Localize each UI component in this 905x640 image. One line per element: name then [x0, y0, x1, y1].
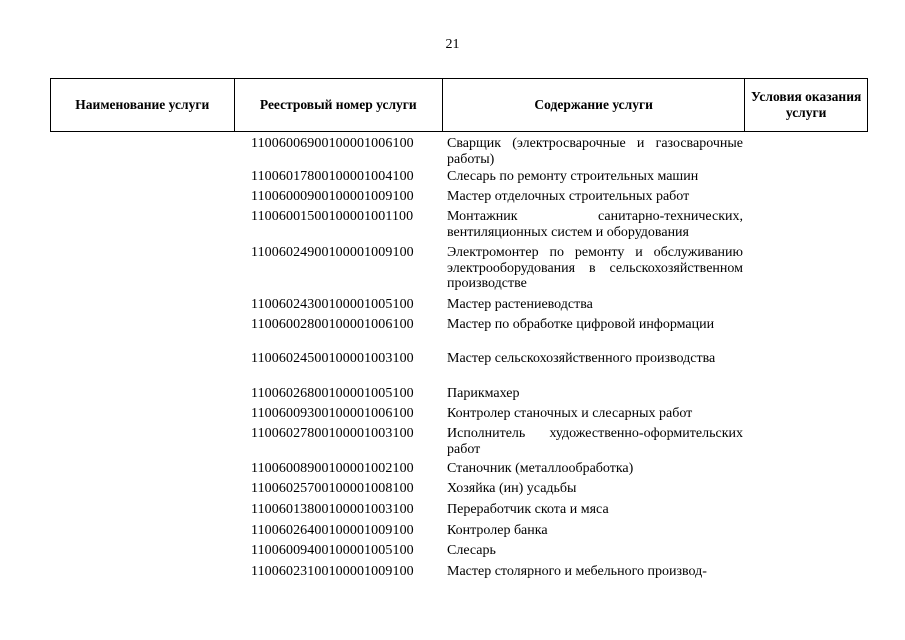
registry-number: 11006025700100001008100	[251, 481, 414, 496]
service-content: Электромонтер по ремонту и обслуживанию электрооборудования в сельскохозяйственном производстве	[447, 245, 743, 291]
service-content: Слесарь	[447, 543, 496, 558]
table-row	[0, 406, 905, 426]
registry-number: 11006006900100001006100	[251, 136, 414, 151]
registry-number: 11006002800100001006100	[251, 317, 414, 332]
table-row	[0, 426, 905, 461]
table-header	[50, 78, 868, 132]
table-row	[0, 543, 905, 564]
table-row	[0, 169, 905, 189]
service-content: Станочник (металлообработка)	[447, 461, 634, 476]
table-row	[0, 564, 905, 584]
service-content: Парикмахер	[447, 386, 520, 401]
header-service-conditions: Условия оказания услуги	[750, 88, 862, 120]
registry-number: 11006023100100001009100	[251, 564, 414, 579]
table-row	[0, 523, 905, 543]
service-content: Монтажник санитарно-технических, вентиляционных систем и оборудования	[447, 209, 743, 240]
registry-number: 11006026800100001005100	[251, 386, 414, 401]
header-service-content: Содержание услуги	[443, 79, 745, 131]
table-row	[0, 317, 905, 351]
service-content: Мастер отделочных строительных работ	[447, 189, 690, 204]
registry-number: 11006008900100001002100	[251, 461, 414, 476]
table-row	[0, 386, 905, 406]
registry-number: 11006001500100001001100	[251, 209, 414, 224]
registry-number: 11006026400100001009100	[251, 523, 414, 538]
service-content: Контролер банка	[447, 523, 548, 538]
table-row	[0, 136, 905, 169]
registry-number: 11006009400100001005100	[251, 543, 414, 558]
registry-number: 11006009300100001006100	[251, 406, 414, 421]
service-content: Мастер сельскохозяйственного производства	[447, 351, 716, 366]
table-row	[0, 245, 905, 297]
registry-number: 11006017800100001004100	[251, 169, 414, 184]
header-registry-number: Реестровый номер услуги	[235, 79, 443, 131]
table-row	[0, 189, 905, 209]
table-row	[0, 297, 905, 317]
table-body	[0, 136, 905, 584]
registry-number: 11006024500100001003100	[251, 351, 414, 366]
service-content: Контролер станочных и слесарных работ	[447, 406, 693, 421]
table-row	[0, 481, 905, 502]
page-number: 21	[445, 37, 460, 52]
service-content: Мастер столярного и мебельного производ-	[447, 564, 707, 579]
registry-number: 11006027800100001003100	[251, 426, 414, 441]
table-row	[0, 351, 905, 386]
service-content: Переработчик скота и мяса	[447, 502, 609, 517]
registry-number: 11006024300100001005100	[251, 297, 414, 312]
registry-number: 11006013800100001003100	[251, 502, 414, 517]
service-content: Мастер растениеводства	[447, 297, 593, 312]
registry-number: 11006024900100001009100	[251, 245, 414, 260]
registry-number: 11006000900100001009100	[251, 189, 414, 204]
service-content: Мастер по обработке цифровой информации	[447, 317, 715, 332]
service-content: Исполнитель художественно-оформительских работ	[447, 426, 743, 457]
service-content: Сварщик (электросварочные и газосварочные работы)	[447, 136, 743, 167]
header-service-name: Наименование услуги	[51, 79, 235, 131]
table-row	[0, 502, 905, 523]
table-row	[0, 209, 905, 245]
service-content: Хозяйка (ин) усадьбы	[447, 481, 577, 496]
table-row	[0, 461, 905, 481]
service-content: Слесарь по ремонту строительных машин	[447, 169, 699, 184]
